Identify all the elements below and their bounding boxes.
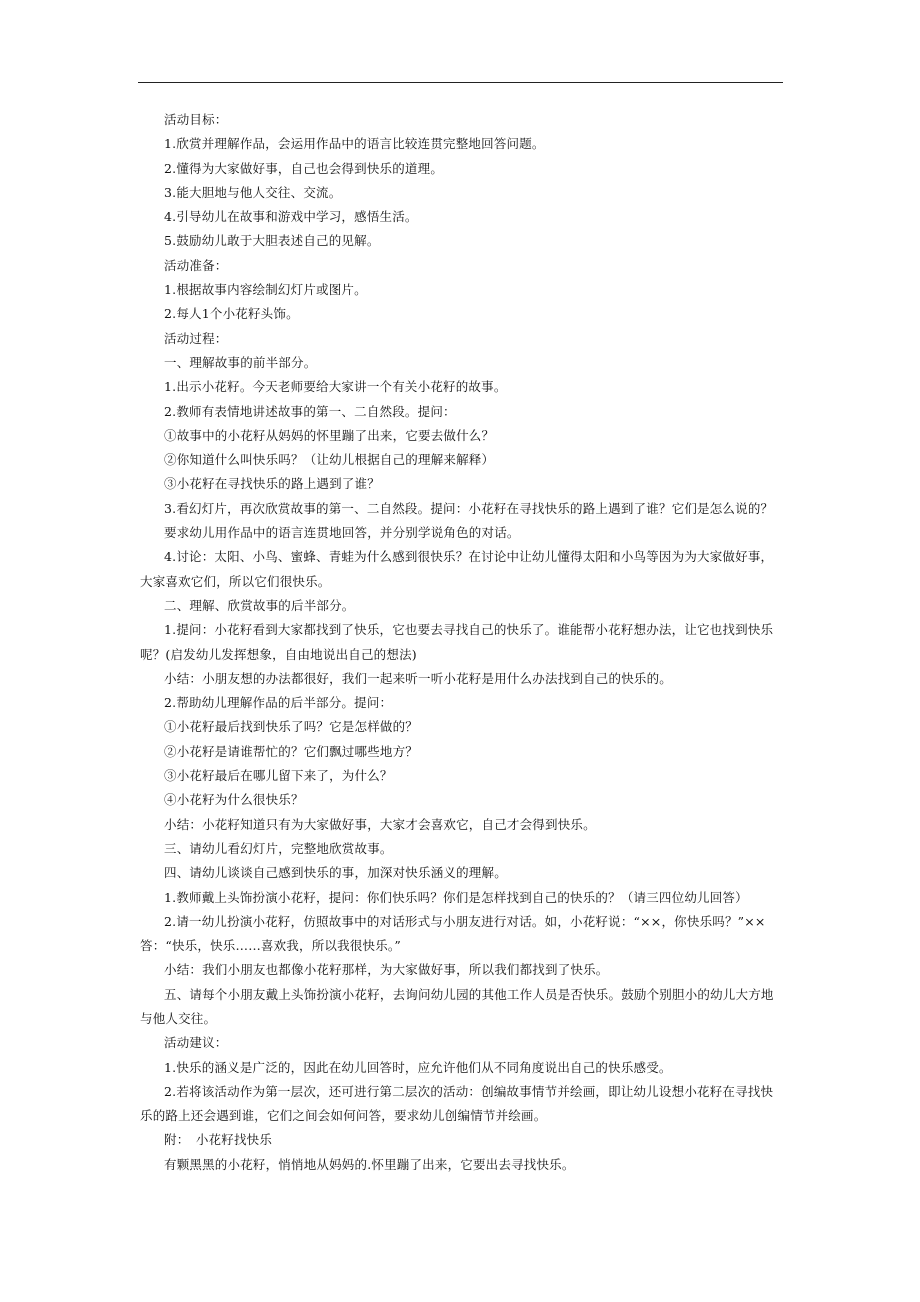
process-part-3-heading: 三、请幼儿看幻灯片，完整地欣赏故事。 [164,840,393,856]
goal-item-2: 2.懂得为大家做好事，自己也会得到快乐的道理。 [164,160,444,176]
goal-item-1: 1.欣赏并理解作品，会运用作品中的语言比较连贯完整地回答问题。 [164,136,545,152]
process-step: 2.请一幼儿扮演小花籽，仿照故事中的对话形式与小朋友进行对话。如，小花籽说：“××，你快乐吗？”××答：“快乐，快乐……喜欢我，所以我很快乐。” [140,913,766,954]
goal-item-5: 5.鼓励幼儿敢于大胆表述自己的见解。 [164,233,380,249]
goal-item-4: 4.引导幼儿在故事和游戏中学习，感悟生活。 [164,209,418,225]
header-rule [138,82,783,83]
process-part-1-heading: 一、理解故事的前半部分。 [164,354,317,370]
preparation-item-2: 2.每人1个小花籽头饰。 [164,306,299,322]
process-part-4-heading: 四、请幼儿谈谈自己感到快乐的事，加深对快乐涵义的理解。 [164,865,507,881]
document-body [140,108,785,1177]
process-step: 3.看幻灯片，再次欣赏故事的第一、二自然段。提问：小花籽在寻找快乐的路上遇到了谁？它们是怎么说的？ [164,500,774,516]
question-item: ①故事中的小花籽从妈妈的怀里蹦了出来，它要去做什么？ [164,427,495,443]
preparation-item-1: 1.根据故事内容绘制幻灯片或图片。 [164,282,367,298]
suggestion-item-2: 2.若将该活动作为第一层次，还可进行第二层次的活动：创编故事情节并绘画，即让幼儿设想小花籽在寻找快乐的路上还会遇到谁，它们之间会如何问答，要求幼儿创编情节并绘画。 [140,1083,774,1124]
process-step: 1.教师戴上头饰扮演小花籽，提问：你们快乐吗？你们是怎样找到自己的快乐的？（请三四位幼儿回答） [164,889,748,905]
question-item: ③小花籽在寻找快乐的路上遇到了谁？ [164,476,380,492]
section-heading-goals: 活动目标： [164,112,228,127]
summary-paragraph: 小结：我们小朋友也都像小花籽那样，为大家做好事，所以我们都找到了快乐。 [164,962,609,978]
process-step: 1.出示小花籽。今天老师要给大家讲一个有关小花籽的故事。 [164,379,507,395]
goal-item-3: 3.能大胆地与他人交往、交流。 [164,184,342,200]
section-heading-suggestions: 活动建议： [164,1035,228,1051]
story-paragraph: 有颗黑黑的小花籽，悄悄地从妈妈的.怀里蹦了出来，它要出去寻找快乐。 [164,1156,575,1172]
question-item: ②你知道什么叫快乐吗？（让幼儿根据自己的理解来解释） [164,452,495,468]
summary-paragraph: 小结：小花籽知道只有为大家做好事，大家才会喜欢它，自己才会得到快乐。 [164,816,596,832]
process-note: 要求幼儿用作品中的语言连贯地回答，并分别学说角色的对话。 [164,525,520,541]
appendix-heading: 附： 小花籽找快乐 [164,1132,273,1148]
process-part-5-heading: 五、请每个小朋友戴上头饰扮演小花籽，去询问幼儿园的其他工作人员是否快乐。鼓励个别胆小的幼儿大方地与他人交往。 [140,986,774,1026]
question-item: ④小花籽为什么很快乐？ [164,792,304,808]
process-step: 2.帮助幼儿理解作品的后半部分。提问： [164,695,393,711]
suggestion-item-1: 1.快乐的涵义是广泛的，因此在幼儿回答时，应允许他们从不同角度说出自己的快乐感受。 [164,1059,672,1075]
question-item: ①小花籽最后找到快乐了吗？它是怎样做的？ [164,719,419,735]
section-heading-process: 活动过程： [164,330,228,346]
section-heading-preparation: 活动准备： [164,257,228,273]
question-item: ②小花籽是请谁帮忙的？它们飘过哪些地方？ [164,743,419,759]
process-step: 1.提问：小花籽看到大家都找到了快乐，它也要去寻找自己的快乐了。谁能帮小花籽想办法，让它也找到快乐呢？(启发幼儿发挥想象，自由地说出自己的想法) [140,622,774,662]
process-part-2-heading: 二、理解、欣赏故事的后半部分。 [164,597,355,613]
question-item: ③小花籽最后在哪儿留下来了，为什么？ [164,768,393,784]
process-step: 2.教师有表情地讲述故事的第一、二自然段。提问： [164,403,456,419]
summary-paragraph: 小结：小朋友想的办法都很好，我们一起来听一听小花籽是用什么办法找到自己的快乐的。 [164,670,673,686]
process-step: 4.讨论：太阳、小鸟、蜜蜂、青蛙为什么感到很快乐？在讨论中让幼儿懂得太阳和小鸟等因为为大家做好事，大家喜欢它们，所以它们很快乐。 [140,549,774,589]
